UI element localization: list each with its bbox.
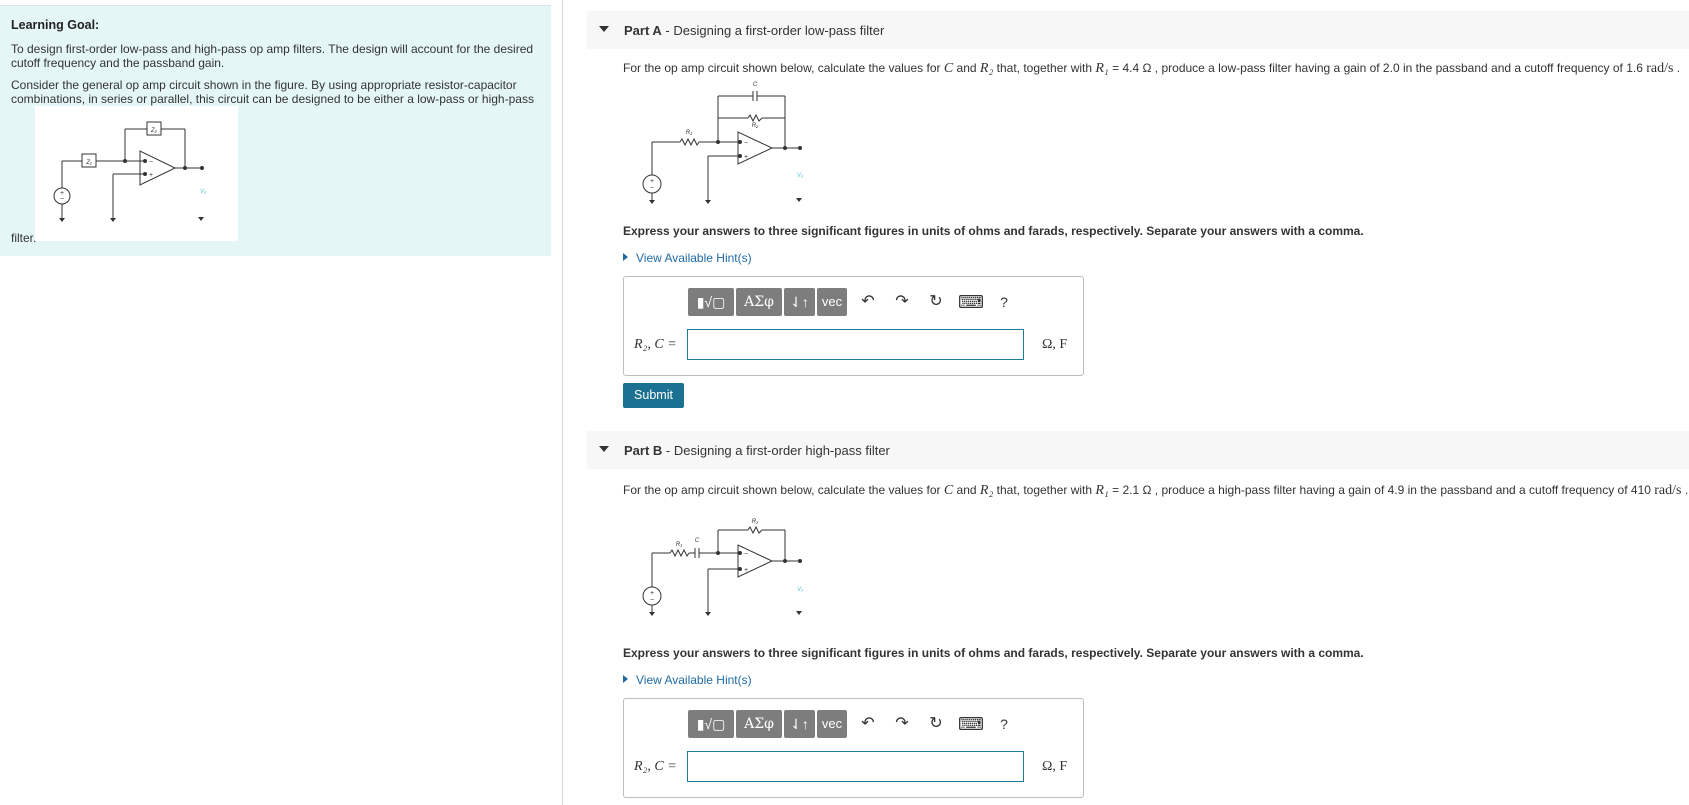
keyboard-icon[interactable]: ⌨ [958,292,984,312]
r1-label: R₁ [675,542,683,548]
undo-icon[interactable]: ↶ [861,293,875,310]
svg-text:+: + [649,178,655,185]
help-icon[interactable]: ? [1000,716,1008,732]
math-toolbar [688,710,1033,738]
part-b-answer-box [623,698,1084,798]
part-b-answer-input[interactable] [687,751,1024,782]
part-a-header[interactable] [587,11,1689,49]
c-label: C [694,538,700,544]
part-a-instructions: Express your answers to three significant figures in units of ohms and farads, respectively. Separate your answers with a comma. [623,224,1364,238]
part-a-question: For the op amp circuit shown below, calculate the values for C and R₂ that, together with R₁ = 4.4 Ω , produce a low-pass filter having a gain of 2.0 in the passband and a cutoff frequency of 1.6 rad/s . [623,61,1681,76]
column-divider [562,0,563,805]
part-a-circuit-figure [640,80,840,200]
vec-button[interactable]: vec [817,288,847,316]
keyboard-icon[interactable]: ⌨ [958,714,984,734]
redo-icon[interactable]: ↷ [895,293,909,310]
svg-text:+: + [59,190,65,197]
templates-button[interactable]: ▮√▢ [688,710,734,738]
arrows-button[interactable]: ⇃↑ [784,710,815,738]
part-a-answer-box [623,276,1084,376]
learning-goal-context-end: filter. [11,231,37,245]
vo-label: Vₒ [797,587,804,593]
expand-arrow-icon [623,675,628,683]
reset-icon[interactable]: ↻ [929,293,943,310]
learning-goal-panel [0,5,551,256]
svg-text:−: − [744,551,749,558]
part-a-title: Part A - Designing a first-order low-pass filter [624,23,885,38]
part-b-instructions: Express your answers to three significant figures in units of ohms and farads, respectively. Separate your answers with a comma. [623,646,1364,660]
svg-text:−: − [59,196,65,203]
part-a-submit-button[interactable]: Submit [623,383,684,408]
svg-text:−: − [649,597,655,604]
vo-label: Vₒ [797,173,804,179]
greek-button[interactable]: ΑΣφ [736,288,782,316]
r2-label: R₂ [751,519,759,525]
undo-icon[interactable]: ↶ [861,715,875,732]
r1-label: R₁ [685,130,693,136]
svg-text:−: − [744,140,749,147]
learning-goal-context: Consider the general op amp circuit shown in the figure. By using appropriate resistor-capacitor combinations, in series or parallel, this circuit can be designed to be either a low-pass or high-pass [11,78,534,106]
svg-text:+: + [744,567,749,574]
part-a-answer-units: Ω, F [1042,337,1068,352]
part-b-hint-toggle[interactable]: View Available Hint(s) [623,673,752,687]
part-b-header[interactable] [587,431,1689,469]
svg-text:+: + [744,154,749,161]
arrows-button[interactable]: ⇃↑ [784,288,815,316]
part-b-answer-label: R₂, C = [634,759,677,774]
r2-label: R₂ [751,123,759,129]
reset-icon[interactable]: ↻ [929,715,943,732]
z1-label: Z₁ [86,160,92,166]
greek-button[interactable]: ΑΣφ [736,710,782,738]
svg-text:−: − [649,185,655,192]
part-a-hint-toggle[interactable]: View Available Hint(s) [623,251,752,265]
z2-label: Z₂ [151,128,157,134]
expand-arrow-icon [623,253,628,261]
collapse-arrow-icon[interactable] [599,446,609,452]
vec-button[interactable]: vec [817,710,847,738]
c-label: C [752,82,758,88]
vo-label: Vₒ [200,189,207,195]
part-a-answer-input[interactable] [687,329,1024,360]
part-b-title: Part B - Designing a first-order high-pass filter [624,443,890,458]
math-toolbar [688,288,1033,316]
help-icon[interactable]: ? [1000,294,1008,310]
svg-text:+: + [149,172,154,179]
redo-icon[interactable]: ↷ [895,715,909,732]
svg-text:−: − [149,159,154,166]
svg-text:+: + [649,590,655,597]
part-b-answer-units: Ω, F [1042,759,1068,774]
learning-goal-text: To design first-order low-pass and high-pass op amp filters. The design will account for the desired cutoff frequency and the passband gain. [11,42,534,70]
learning-goal-title: Learning Goal: [11,18,100,32]
general-circuit-figure [35,106,238,241]
collapse-arrow-icon[interactable] [599,26,609,32]
part-a-answer-label: R₂, C = [634,337,677,352]
templates-button[interactable]: ▮√▢ [688,288,734,316]
part-b-circuit-figure [640,515,840,635]
part-b-question: For the op amp circuit shown below, calculate the values for C and R₂ that, together with R₁ = 2.1 Ω , produce a high-pass filter having a gain of 4.9 in the passband and a cutoff frequency of 410 rad/s . [623,483,1689,498]
